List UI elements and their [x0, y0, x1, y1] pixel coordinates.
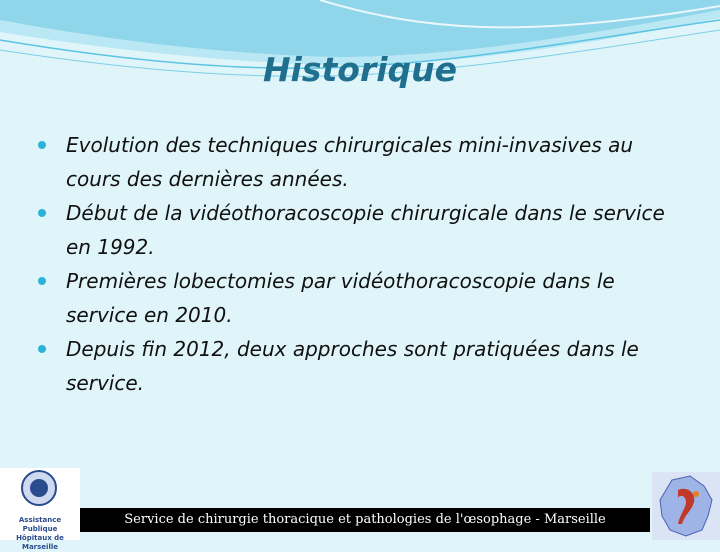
bullet-text: Depuis fin 2012, deux approches sont pratiquées dans le service. — [66, 337, 639, 395]
france-map-icon — [652, 472, 720, 540]
slide-title: Historique — [262, 50, 458, 89]
bullet-item — [38, 332, 678, 400]
bullet-text: Premières lobectomies par vidéothoracoscopie dans le service en 2010. — [66, 269, 615, 327]
bullet-text: Début de la vidéothoracoscopie chirurgicale dans le service en 1992. — [66, 201, 665, 259]
bullet-dot-icon — [38, 141, 46, 149]
footer-bar: Service de chirurgie thoracique et pathologies de l'œsophage - Marseille — [80, 508, 650, 532]
logo-text — [2, 516, 78, 552]
map-dot — [693, 491, 699, 497]
bullet-text: Evolution des techniques chirurgicales mini-invasives au cours des dernières années. — [66, 133, 634, 191]
logo-line-2: Hôpitaux de Marseille — [16, 534, 64, 551]
ap-hm-logo — [0, 468, 80, 551]
bullet-list — [38, 128, 678, 400]
logo-emblem-center — [30, 479, 48, 497]
bullet-item — [38, 264, 678, 332]
wave-band-top — [0, 0, 720, 57]
bullet-item — [38, 128, 678, 196]
bullet-dot-icon — [38, 345, 46, 353]
bullet-dot-icon — [38, 209, 46, 217]
logo-emblem-icon — [21, 470, 57, 506]
logo-line-1: Assistance Publique — [18, 516, 62, 533]
bullet-dot-icon — [38, 277, 46, 285]
bullet-item — [38, 196, 678, 264]
